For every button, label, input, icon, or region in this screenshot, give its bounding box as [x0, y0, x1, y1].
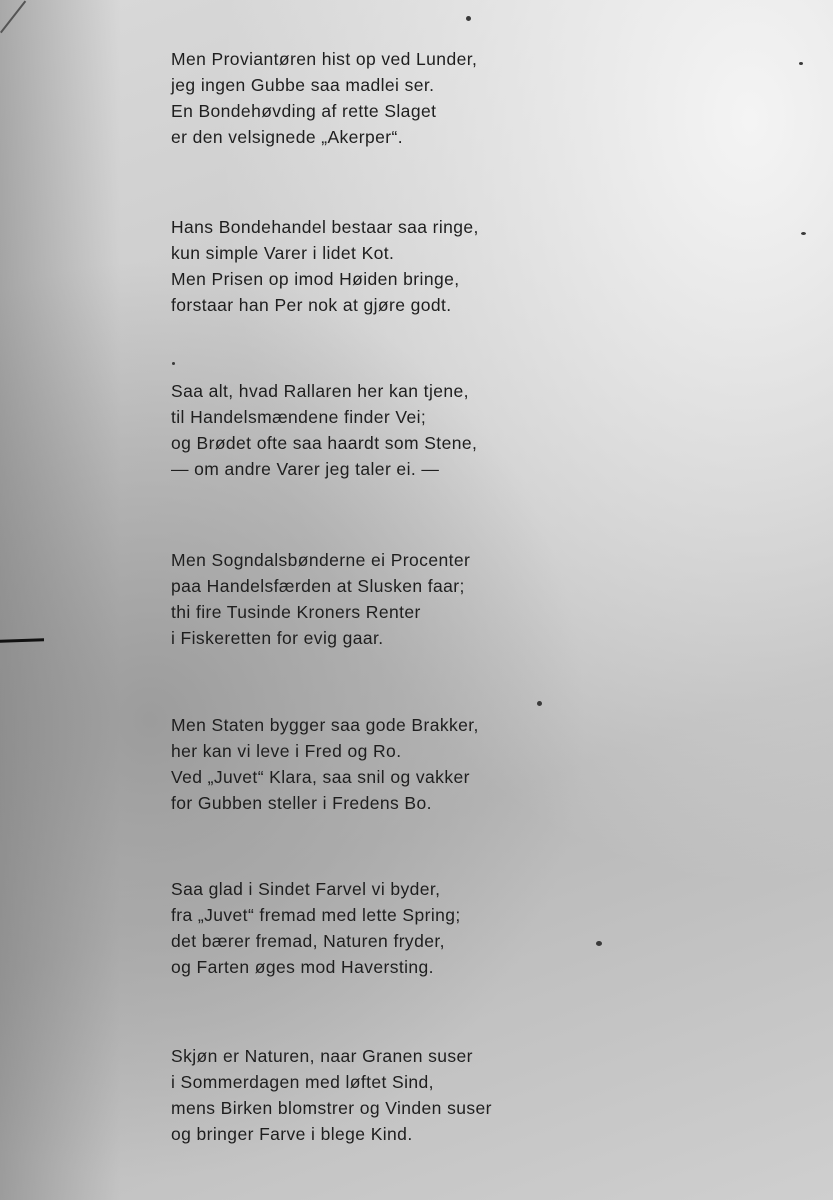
verse-line: er den velsignede „Akerper“. — [171, 127, 404, 147]
verse-line: det bærer fremad, Naturen fryder, — [171, 931, 445, 951]
left-edge-shadow — [0, 0, 120, 1200]
verse-line: — om andre Varer jeg taler ei. — — [171, 459, 440, 479]
stanza-3 — [171, 378, 591, 482]
verse-line: kun simple Varer i lidet Kot. — [171, 243, 395, 263]
verse-line: Skjøn er Naturen, naar Granen suser — [171, 1046, 473, 1066]
verse-line: Saa glad i Sindet Farvel vi byder, — [171, 879, 441, 899]
verse-line: jeg ingen Gubbe saa madlei ser. — [171, 75, 435, 95]
verse-line: og bringer Farve i blege Kind. — [171, 1124, 413, 1144]
speck — [466, 16, 471, 21]
stanza-1 — [171, 46, 591, 150]
speck — [596, 941, 602, 946]
speck — [801, 232, 806, 235]
verse-line: En Bondehøvding af rette Slaget — [171, 101, 437, 121]
speck — [172, 362, 175, 365]
verse-line: Ved „Juvet“ Klara, saa snil og vakker — [171, 767, 470, 787]
verse-line: thi fire Tusinde Kroners Renter — [171, 602, 421, 622]
verse-line: i Sommerdagen med løftet Sind, — [171, 1072, 434, 1092]
verse-line: fra „Juvet“ fremad med lette Spring; — [171, 905, 461, 925]
verse-line: paa Handelsfærden at Slusken faar; — [171, 576, 465, 596]
stanza-5 — [171, 712, 591, 816]
verse-line: Men Sogndalsbønderne ei Procenter — [171, 550, 471, 570]
verse-line: Saa alt, hvad Rallaren her kan tjene, — [171, 381, 469, 401]
stanza-7 — [171, 1043, 591, 1147]
stanza-4 — [171, 547, 591, 651]
verse-line: Men Staten bygger saa gode Brakker, — [171, 715, 479, 735]
stanza-6 — [171, 876, 591, 980]
verse-line: forstaar han Per nok at gjøre godt. — [171, 295, 452, 315]
verse-line: og Brødet ofte saa haardt som Stene, — [171, 433, 478, 453]
verse-line: i Fiskeretten for evig gaar. — [171, 628, 384, 648]
verse-line: for Gubben steller i Fredens Bo. — [171, 793, 432, 813]
speck — [799, 62, 803, 65]
speck — [537, 701, 542, 706]
verse-line: til Handelsmændene finder Vei; — [171, 407, 427, 427]
stanza-2 — [171, 214, 591, 318]
verse-line: mens Birken blomstrer og Vinden suser — [171, 1098, 492, 1118]
verse-line: og Farten øges mod Haversting. — [171, 957, 434, 977]
verse-line: Men Prisen op imod Høiden bringe, — [171, 269, 460, 289]
verse-line: Hans Bondehandel bestaar saa ringe, — [171, 217, 479, 237]
verse-line: her kan vi leve i Fred og Ro. — [171, 741, 402, 761]
verse-line: Men Proviantøren hist op ved Lunder, — [171, 49, 478, 69]
